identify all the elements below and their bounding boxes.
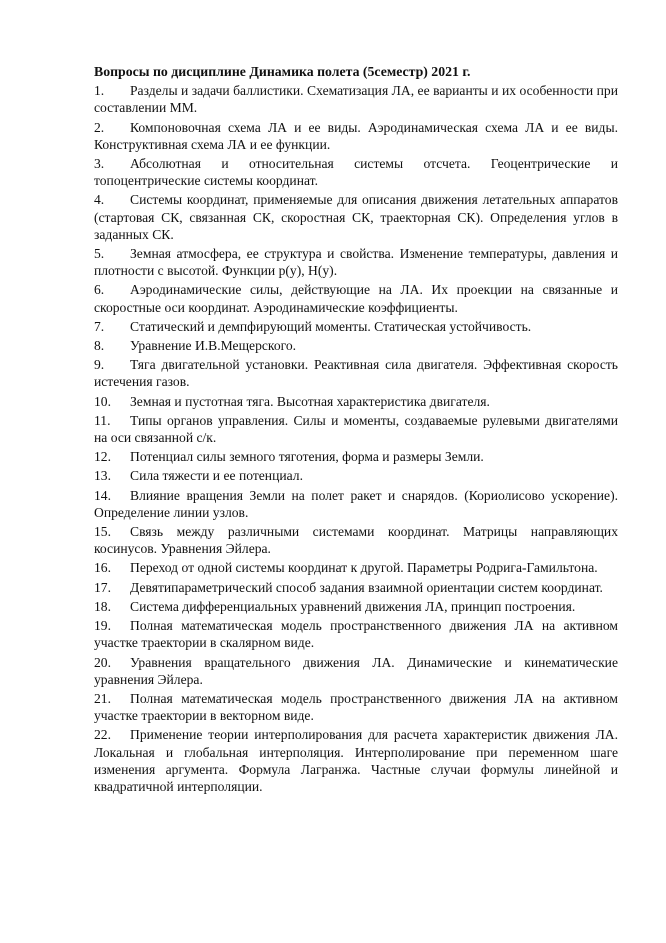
question-number: 3. <box>94 156 105 172</box>
question-number: 12. <box>94 449 111 465</box>
question-item <box>94 356 618 390</box>
question-item <box>94 119 618 153</box>
question-item <box>94 467 618 484</box>
question-number: 14. <box>94 487 111 503</box>
question-item <box>94 559 618 576</box>
question-text: Разделы и задачи баллистики. Схематизация ЛА, ее варианты и их особенности при составлении ММ. <box>94 83 618 116</box>
question-text: Сила тяжести и ее потенциал. <box>130 468 303 484</box>
question-text: Тяга двигательной установки. Реактивная сила двигателя. Эффективная скорость истечения газов. <box>94 357 618 390</box>
question-number: 5. <box>94 246 105 262</box>
question-text: Уравнение И.В.Мещерского. <box>130 338 297 354</box>
question-text: Абсолютная и относительная системы отсчета. Геоцентрические и топоцентрические системы координат. <box>94 156 618 189</box>
question-item <box>94 487 618 521</box>
question-number: 17. <box>94 579 111 595</box>
question-text: Статический и демпфирующий моменты. Статическая устойчивость. <box>130 318 532 334</box>
question-number: 4. <box>94 192 105 208</box>
question-text: Уравнения вращательного движения ЛА. Динамические и кинематические уравнения Эйлера. <box>94 654 618 687</box>
question-text: Земная атмосфера, ее структура и свойства. Изменение температуры, давления и плотности с высотой. Функции р(у), Н(у). <box>94 246 618 279</box>
question-text: Полная математическая модель пространственного движения ЛА на активном участке траектории в векторном виде. <box>94 690 618 724</box>
question-number: 8. <box>94 338 105 354</box>
question-number: 21. <box>94 690 111 706</box>
question-item <box>94 337 618 354</box>
question-number: 13. <box>94 468 111 484</box>
question-item <box>94 579 618 596</box>
question-number: 6. <box>94 282 105 298</box>
question-number: 10. <box>94 393 111 409</box>
question-number: 15. <box>94 524 111 540</box>
question-item <box>94 393 618 410</box>
question-text: Девятипараметрический способ задания взаимной ориентации систем координат. <box>130 579 603 595</box>
question-number: 9. <box>94 357 105 373</box>
question-text: Компоновочная схема ЛА и ее виды. Аэродинамическая схема ЛА и ее виды. Конструктивная схема ЛА и ее функции. <box>94 119 618 152</box>
question-list <box>94 82 618 795</box>
question-text: Полная математическая модель пространственного движения ЛА на активном участке траектории в скалярном виде. <box>94 618 618 651</box>
question-item <box>94 245 618 279</box>
question-number: 16. <box>94 560 111 576</box>
question-text: Потенциал силы земного тяготения, форма и размеры Земли. <box>130 449 484 465</box>
document-title: Вопросы по дисциплине Динамика полета (5семестр) 2021 г. <box>94 64 471 79</box>
question-number: 20. <box>94 654 111 670</box>
question-item <box>94 598 618 615</box>
question-item <box>94 318 618 335</box>
question-text: Влияние вращения Земли на полет ракет и снарядов. (Кориолисово ускорение). Определение линии узлов. <box>94 487 618 520</box>
question-text: Системы координат, применяемые для описания движения летательных аппаратов (стартовая СК, связанная СК, скоростная СК, траекторная СК). Определения углов в заданных СК. <box>94 192 618 242</box>
question-number: 7. <box>94 318 105 334</box>
question-number: 1. <box>94 83 105 99</box>
question-number: 22. <box>94 727 111 743</box>
question-number: 11. <box>94 412 111 428</box>
question-text: Связь между различными системами координат. Матрицы направляющих косинусов. Уравнения Эйлера. <box>94 524 618 557</box>
question-number: 18. <box>94 598 111 614</box>
question-item <box>94 654 618 688</box>
question-item <box>94 523 618 557</box>
question-number: 2. <box>94 119 105 135</box>
question-item <box>94 82 618 116</box>
question-item <box>94 690 618 724</box>
question-text: Применение теории интерполирования для расчета характеристик движения ЛА. Локальная и глобальная интерполяция. Интерполирование при переменном шаге изменения аргумента. Формула Лагранжа. Частные случаи формулы линейной и квадратичной интерполяции. <box>94 727 618 794</box>
question-item <box>94 617 618 651</box>
question-item <box>94 726 618 795</box>
question-item <box>94 155 618 189</box>
question-text: Система дифференциальных уравнений движения ЛА, принцип построения. <box>130 598 576 614</box>
document-content <box>94 63 618 797</box>
question-number: 19. <box>94 618 111 634</box>
question-text: Переход от одной системы координат к другой. Параметры Родрига-Гамильтона. <box>130 560 598 576</box>
question-item <box>94 281 618 315</box>
question-text: Земная и пустотная тяга. Высотная характеристика двигателя. <box>130 393 490 409</box>
question-item <box>94 412 618 446</box>
question-text: Типы органов управления. Силы и моменты, создаваемые рулевыми двигателями на оси связанной с/к. <box>94 412 618 446</box>
question-item <box>94 448 618 465</box>
question-item <box>94 191 618 243</box>
question-text: Аэродинамические силы, действующие на ЛА. Их проекции на связанные и скоростные оси координат. Аэродинамические коэффициенты. <box>94 282 618 315</box>
